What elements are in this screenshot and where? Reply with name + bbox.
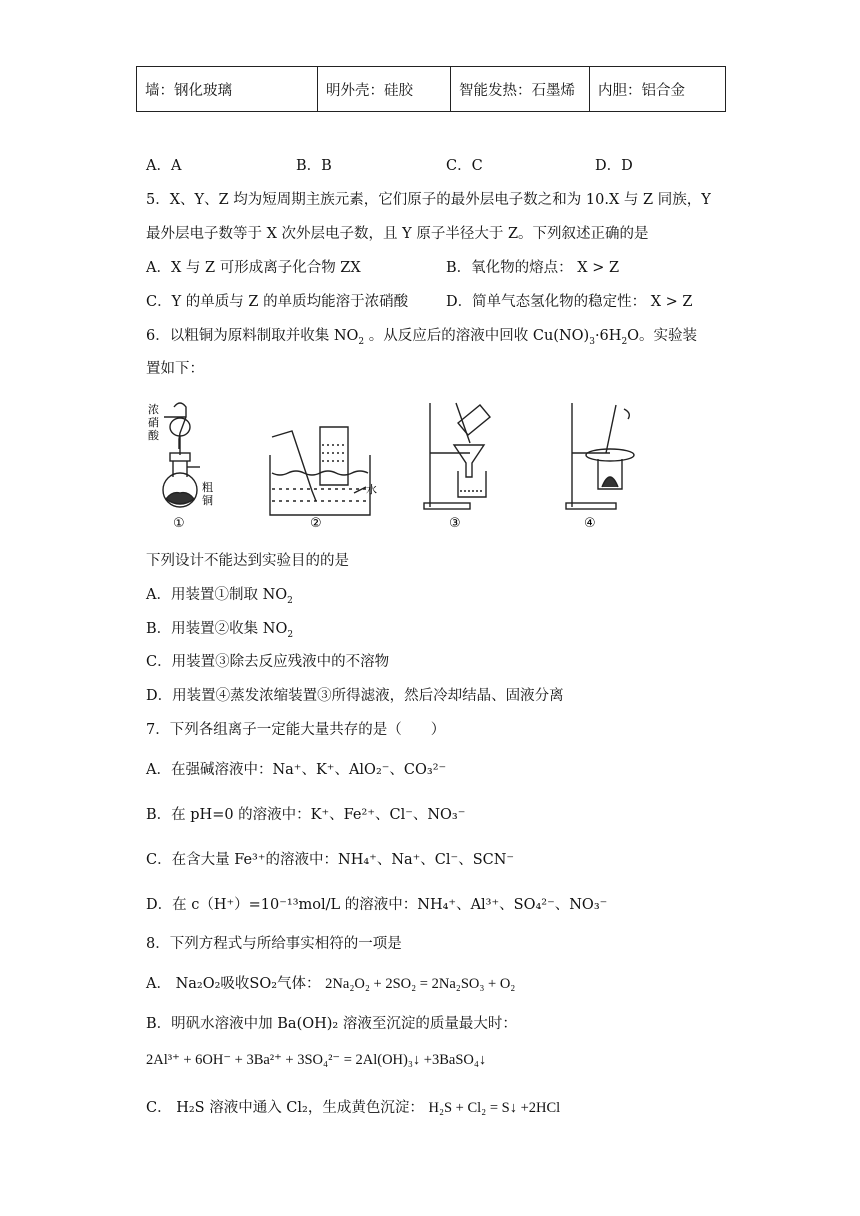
q5-option-b: B．氧化物的熔点： X > Z [446,260,620,276]
q4-option-c: C．C [446,158,483,174]
q7-option-b: B．在 pH=0 的溶液中：K⁺、Fe²⁺、Cl⁻、NO₃⁻ [146,807,466,823]
label-apparatus-1: ① [173,516,185,531]
q7-option-a: A．在强碱溶液中：Na⁺、K⁺、AlO₂⁻、CO₃²⁻ [146,762,447,778]
label-copper-2: 铜 [202,494,213,507]
label-acid-1: 浓 [148,403,159,416]
q8-option-c-text: C． H₂S 溶液中通入 Cl₂，生成黄色沉淀： [146,1100,424,1116]
q6-prompt: 下列设计不能达到实验目的的是 [146,553,349,569]
q8-option-b-equation: 2Al³⁺ + 6OH⁻ + 3Ba²⁺ + 3SO₄²⁻ = 2Al(OH)₃↓ +3BaSO₄↓ [146,1052,487,1068]
q5-option-d: D．简单气态氢化物的稳定性： X > Z [446,294,693,310]
q7-stem: 7．下列各组离子一定能大量共存的是（ ） [146,722,446,738]
q7-option-d: D．在 c（H⁺）=10⁻¹³mol/L 的溶液中：NH₄⁺、Al³⁺、SO₄²⁻、NO₃⁻ [146,897,608,913]
q5-option-a: A．X 与 Z 可形成离子化合物 ZX [146,260,361,276]
apparatus-2-trough [270,427,370,515]
q8-option-a [146,972,515,993]
table-cell: 内胆：铝合金 [590,67,726,112]
q6-option-d: D．用装置④蒸发浓缩装置③所得滤液，然后冷却结晶、固液分离 [146,688,564,704]
table-row [137,67,726,112]
material-table [136,66,726,112]
q6-option-a: A．用装置①制取 $NO_2$ [146,587,293,606]
q8-option-c-equation: H₂S + Cl₂ = S↓ +2HCl [428,1100,561,1116]
q8-option-c [146,1096,560,1117]
q6-stem-line2: 置如下： [146,361,204,377]
q7-option-c: C．在含大量 Fe³⁺的溶液中：NH₄⁺、Na⁺、Cl⁻、SCN⁻ [146,852,515,868]
q8-option-a-text: A． Na₂O₂吸收SO₂气体： [146,976,321,992]
table-cell: 墙：钢化玻璃 [137,67,318,112]
apparatus-4-evaporation [566,403,634,509]
q8-option-b: B．明矾水溶液中加 Ba(OH)₂ 溶液至沉淀的质量最大时： [146,1016,517,1032]
q4-option-a: A．A [146,158,182,174]
q4-option-d: D．D [595,158,633,174]
table-cell: 明外壳：硅胶 [318,67,451,112]
label-acid-2: 硝 [148,416,159,429]
q6-stem-line1: 6．以粗铜为原料制取并收集 $NO_2$ 。从反应后的溶液中回收 $Cu(NO)_3\cdot 6H_2O$。实验装 [146,328,698,347]
label-apparatus-4: ④ [584,516,596,531]
label-copper-1: 粗 [202,481,213,494]
q8-option-a-equation: 2Na₂O₂ + 2SO₂ = 2Na₂SO₃ + O₂ [325,976,516,992]
q5-stem-line1: 5．X、Y、Z 均为短周期主族元素，它们原子的最外层电子数之和为 10.X 与 Z 同族，Y [146,192,711,208]
apparatus-3-filtration [424,403,490,509]
q5-stem-line2: 最外层电子数等于 X 次外层电子数，且 Y 原子半径大于 Z。下列叙述正确的是 [146,226,649,242]
apparatus-figure [140,395,660,535]
q5-option-c: C．Y 的单质与 Z 的单质均能溶于浓硝酸 [146,294,409,310]
q4-option-b: B．B [296,158,332,174]
table-cell: 智能发热：石墨烯 [451,67,590,112]
label-acid-3: 酸 [148,429,159,442]
apparatus-1-flask [163,403,200,507]
label-apparatus-3: ③ [449,516,461,531]
q6-option-b: B．用装置②收集 $NO_2$ [146,621,294,640]
q6-option-c: C．用装置③除去反应残液中的不溶物 [146,654,390,670]
label-water: 水 [366,483,377,496]
label-apparatus-2: ② [310,516,322,531]
q8-stem: 8．下列方程式与所给事实相符的一项是 [146,936,402,952]
